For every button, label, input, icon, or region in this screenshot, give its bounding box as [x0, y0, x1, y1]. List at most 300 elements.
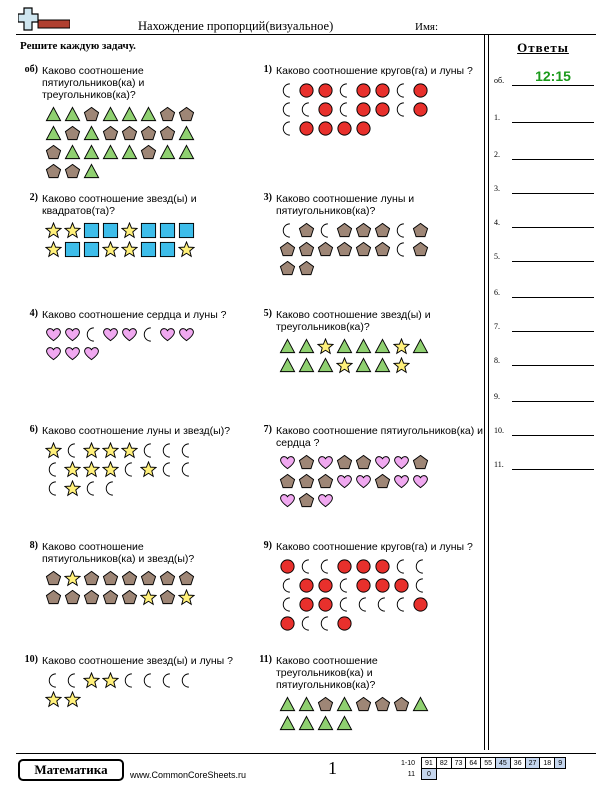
circle-icon [412, 101, 429, 118]
answer-value: 12:15 [535, 68, 571, 84]
moon-icon [121, 461, 138, 478]
score-cell: 73 [451, 758, 466, 769]
answer-row [494, 284, 594, 298]
moon-icon [45, 672, 62, 689]
moon-icon [121, 672, 138, 689]
heart-icon [64, 345, 81, 362]
moon-icon [298, 615, 315, 632]
square-icon [83, 222, 100, 239]
score-row [398, 769, 566, 780]
pentagon-icon [178, 570, 195, 587]
score-cell: 82 [436, 758, 451, 769]
circle-icon [355, 101, 372, 118]
triangle-icon [298, 338, 315, 355]
score-row-label: 11 [407, 770, 416, 778]
problem-number: 3) [263, 192, 272, 203]
pentagon-icon [64, 589, 81, 606]
score-cell: 91 [422, 758, 437, 769]
logo-plus-icon [18, 6, 70, 34]
circle-icon [355, 577, 372, 594]
problem-number: 10) [24, 654, 38, 665]
star-icon [121, 442, 138, 459]
star-icon [102, 442, 119, 459]
triangle-icon [355, 357, 372, 374]
answer-number: 10. [494, 426, 504, 435]
pentagon-icon [355, 454, 372, 471]
triangle-icon [64, 106, 81, 123]
circle-icon [298, 120, 315, 137]
triangle-icon [45, 125, 62, 142]
heart-icon [45, 345, 62, 362]
moon-icon [374, 596, 391, 613]
pentagon-icon [83, 106, 100, 123]
star-icon [83, 672, 100, 689]
pentagon-icon [279, 473, 296, 490]
triangle-icon [298, 357, 315, 374]
answer-line[interactable] [512, 435, 594, 436]
score-cell: 45 [496, 758, 511, 769]
moon-icon [279, 222, 296, 239]
answer-line[interactable] [512, 365, 594, 366]
pentagon-icon [159, 125, 176, 142]
pentagon-icon [412, 241, 429, 258]
moon-icon [336, 596, 353, 613]
circle-icon [355, 82, 372, 99]
moon-icon [393, 596, 410, 613]
pentagon-icon [298, 473, 315, 490]
triangle-icon [178, 125, 195, 142]
pentagon-icon [45, 570, 62, 587]
triangle-icon [121, 144, 138, 161]
triangle-icon [298, 715, 315, 732]
square-icon [64, 241, 81, 258]
answer-number: 2. [494, 150, 500, 159]
pentagon-icon [140, 570, 157, 587]
pentagon-icon [45, 144, 62, 161]
pentagon-icon [140, 144, 157, 161]
answer-row [494, 456, 594, 470]
problem-question: Каково соотношение пятиугольников(ка) и звезд(ы)? [42, 541, 195, 565]
problem-number: 9) [263, 540, 272, 551]
triangle-icon [317, 715, 334, 732]
moon-icon [317, 222, 334, 239]
pentagon-icon [121, 570, 138, 587]
heart-icon [393, 454, 410, 471]
triangle-icon [412, 338, 429, 355]
moon-icon [412, 558, 429, 575]
pentagon-icon [412, 222, 429, 239]
circle-icon [298, 596, 315, 613]
pentagon-icon [298, 260, 315, 277]
circle-icon [355, 120, 372, 137]
star-icon [45, 442, 62, 459]
answer-number: 6. [494, 288, 500, 297]
triangle-icon [279, 696, 296, 713]
triangle-icon [279, 357, 296, 374]
heart-icon [412, 473, 429, 490]
heart-icon [121, 326, 138, 343]
shape-group [279, 338, 431, 374]
problem-question: Каково соотношение кругов(га) и луны ? [276, 65, 473, 77]
answer-row [494, 422, 594, 436]
moon-icon [140, 326, 157, 343]
moon-icon [298, 101, 315, 118]
answer-line[interactable] [512, 159, 594, 160]
shape-group [45, 326, 197, 362]
moon-icon [393, 241, 410, 258]
pentagon-icon [412, 454, 429, 471]
answer-line[interactable] [512, 193, 594, 194]
page-number: 1 [328, 758, 337, 778]
triangle-icon [336, 338, 353, 355]
moon-icon [393, 101, 410, 118]
star-icon [102, 672, 119, 689]
moon-icon [355, 596, 372, 613]
star-icon [45, 241, 62, 258]
triangle-icon [336, 696, 353, 713]
pentagon-icon [121, 125, 138, 142]
circle-icon [393, 577, 410, 594]
square-icon [140, 222, 157, 239]
moon-icon [178, 672, 195, 689]
score-table [398, 757, 566, 780]
square-icon [159, 241, 176, 258]
star-icon [393, 338, 410, 355]
shape-group [45, 442, 197, 497]
answer-line[interactable] [512, 469, 594, 470]
moon-icon [178, 442, 195, 459]
answer-line[interactable] [512, 85, 594, 86]
moon-icon [159, 672, 176, 689]
moon-icon [159, 461, 176, 478]
pentagon-icon [298, 241, 315, 258]
circle-icon [412, 596, 429, 613]
problem-number: 2) [29, 192, 38, 203]
answer-number: 5. [494, 252, 500, 261]
star-icon [178, 241, 195, 258]
triangle-icon [279, 338, 296, 355]
answer-column-divider-inner [488, 34, 489, 750]
triangle-icon [279, 715, 296, 732]
pentagon-icon [45, 163, 62, 180]
circle-icon [317, 120, 334, 137]
heart-icon [178, 326, 195, 343]
triangle-icon [140, 106, 157, 123]
problem-question: Каково соотношение луны и пятиугольников(ка)? [276, 193, 415, 217]
pentagon-icon [64, 163, 81, 180]
name-label: Имя: [415, 21, 439, 33]
score-row [398, 758, 566, 769]
answers-title: Ответы [517, 40, 569, 55]
star-icon [102, 461, 119, 478]
pentagon-icon [355, 241, 372, 258]
problem-question: Каково соотношение звезд(ы) и треугольников(ка)? [276, 309, 431, 333]
circle-icon [374, 558, 391, 575]
pentagon-icon [64, 125, 81, 142]
heart-icon [374, 454, 391, 471]
moon-icon [45, 480, 62, 497]
pentagon-icon [374, 241, 391, 258]
moon-icon [336, 577, 353, 594]
moon-icon [140, 672, 157, 689]
answer-number: 8. [494, 356, 500, 365]
pentagon-icon [83, 570, 100, 587]
pentagon-icon [317, 473, 334, 490]
triangle-icon [102, 106, 119, 123]
triangle-icon [317, 357, 334, 374]
site-url: www.CommonCoreSheets.ru [130, 770, 247, 780]
answer-column-divider [484, 34, 485, 750]
instructions: Решите каждую задачу. [20, 40, 136, 52]
star-icon [102, 241, 119, 258]
triangle-icon [355, 338, 372, 355]
star-icon [178, 589, 195, 606]
pentagon-icon [374, 222, 391, 239]
triangle-icon [45, 106, 62, 123]
triangle-icon [83, 163, 100, 180]
star-icon [393, 357, 410, 374]
answer-row [494, 248, 594, 262]
pentagon-icon [279, 260, 296, 277]
pentagon-icon [140, 125, 157, 142]
score-cell: 64 [466, 758, 481, 769]
moon-icon [159, 442, 176, 459]
circle-icon [317, 596, 334, 613]
answer-line[interactable] [512, 227, 594, 228]
pentagon-icon [355, 696, 372, 713]
moon-icon [336, 101, 353, 118]
score-cell: 55 [481, 758, 496, 769]
answer-number: 9. [494, 392, 500, 401]
star-icon [64, 691, 81, 708]
heart-icon [279, 492, 296, 509]
heart-icon [279, 454, 296, 471]
problem-question: Каково соотношение сердца и луны ? [42, 309, 227, 321]
pentagon-icon [298, 222, 315, 239]
pentagon-icon [355, 222, 372, 239]
pentagon-icon [374, 473, 391, 490]
star-icon [121, 241, 138, 258]
answer-line[interactable] [512, 331, 594, 332]
answer-row [494, 318, 594, 332]
shape-group [279, 696, 431, 732]
problem-question: Каково соотношение луны и звезд(ы)? [42, 425, 231, 437]
pentagon-icon [374, 696, 391, 713]
circle-icon [374, 577, 391, 594]
circle-icon [298, 82, 315, 99]
triangle-icon [102, 144, 119, 161]
moon-icon [298, 558, 315, 575]
score-cell: 27 [525, 758, 540, 769]
star-icon [83, 461, 100, 478]
answer-row [494, 388, 594, 402]
pentagon-icon [121, 589, 138, 606]
shape-group [279, 558, 431, 632]
moon-icon [83, 480, 100, 497]
answer-row [494, 146, 594, 160]
star-icon [83, 442, 100, 459]
pentagon-icon [298, 454, 315, 471]
heart-icon [45, 326, 62, 343]
moon-icon [140, 442, 157, 459]
answer-line[interactable] [512, 401, 594, 402]
pentagon-icon [317, 241, 334, 258]
square-icon [140, 241, 157, 258]
shape-group [279, 222, 431, 277]
star-icon [121, 222, 138, 239]
circle-icon [317, 101, 334, 118]
pentagon-icon [317, 696, 334, 713]
problem-question: Каково соотношение пятиугольников(ка) и треугольников(ка)? [42, 65, 145, 101]
heart-icon [102, 326, 119, 343]
problem-number: 6) [29, 424, 38, 435]
triangle-icon [374, 357, 391, 374]
pentagon-icon [102, 570, 119, 587]
circle-icon [279, 615, 296, 632]
moon-icon [45, 461, 62, 478]
shape-group [45, 672, 197, 708]
answer-number: об. [494, 76, 505, 85]
moon-icon [279, 577, 296, 594]
answer-line[interactable] [512, 122, 594, 123]
header-divider [16, 34, 596, 35]
moon-icon [393, 558, 410, 575]
star-icon [64, 461, 81, 478]
star-icon [45, 691, 62, 708]
triangle-icon [159, 144, 176, 161]
problem-number: 5) [263, 308, 272, 319]
circle-icon [412, 82, 429, 99]
moon-icon [317, 558, 334, 575]
score-cell: 0 [422, 769, 437, 780]
heart-icon [83, 345, 100, 362]
triangle-icon [83, 125, 100, 142]
pentagon-icon [159, 589, 176, 606]
circle-icon [336, 615, 353, 632]
moon-icon [279, 101, 296, 118]
circle-icon [355, 558, 372, 575]
square-icon [159, 222, 176, 239]
score-row-label: 1-10 [401, 759, 416, 767]
answer-line[interactable] [512, 261, 594, 262]
problem-number: 4) [29, 308, 38, 319]
page-title: Нахождение пропорций(визуальное) [138, 19, 334, 33]
moon-icon [393, 222, 410, 239]
star-icon [140, 461, 157, 478]
pentagon-icon [102, 589, 119, 606]
triangle-icon [83, 144, 100, 161]
square-icon [102, 222, 119, 239]
moon-icon [178, 461, 195, 478]
pentagon-icon [336, 222, 353, 239]
moon-icon [393, 82, 410, 99]
brand-label: Математика [18, 759, 124, 781]
heart-icon [355, 473, 372, 490]
shape-group [45, 106, 197, 180]
heart-icon [317, 492, 334, 509]
pentagon-icon [279, 241, 296, 258]
pentagon-icon [336, 454, 353, 471]
problem-question: Каково соотношение кругов(га) и луны ? [276, 541, 473, 553]
answer-row [494, 214, 594, 228]
problem-question: Каково соотношение звезд(ы) и квадратов(та)? [42, 193, 197, 217]
shape-group [279, 454, 431, 509]
problem-number: об) [24, 64, 38, 75]
moon-icon [279, 120, 296, 137]
moon-icon [83, 326, 100, 343]
circle-icon [336, 558, 353, 575]
triangle-icon [336, 715, 353, 732]
score-cell: 18 [540, 758, 555, 769]
answer-number: 11. [494, 460, 504, 469]
circle-icon [279, 558, 296, 575]
moon-icon [279, 596, 296, 613]
answer-line[interactable] [512, 297, 594, 298]
score-cell: 36 [510, 758, 525, 769]
star-icon [64, 222, 81, 239]
square-icon [178, 222, 195, 239]
answer-row [494, 352, 594, 366]
star-icon [45, 222, 62, 239]
problem-number: 7) [263, 424, 272, 435]
pentagon-icon [393, 696, 410, 713]
problem-question: Каково соотношение треугольников(ка) и пятиугольников(ка)? [276, 655, 378, 691]
star-icon [140, 589, 157, 606]
heart-icon [317, 454, 334, 471]
moon-icon [279, 82, 296, 99]
circle-icon [317, 577, 334, 594]
heart-icon [159, 326, 176, 343]
circle-icon [317, 82, 334, 99]
problem-question: Каково соотношение звезд(ы) и луны ? [42, 655, 233, 667]
heart-icon [64, 326, 81, 343]
answer-number: 7. [494, 322, 500, 331]
answer-row [494, 109, 594, 123]
shape-group [45, 222, 197, 258]
moon-icon [64, 442, 81, 459]
circle-icon [374, 101, 391, 118]
pentagon-icon [159, 106, 176, 123]
pentagon-icon [102, 125, 119, 142]
heart-icon [393, 473, 410, 490]
problem-question: Каково соотношение пятиугольников(ка) и сердца ? [276, 425, 484, 449]
circle-icon [374, 82, 391, 99]
pentagon-icon [178, 106, 195, 123]
problem-number: 11) [259, 654, 272, 665]
footer-divider [16, 753, 596, 754]
triangle-icon [121, 106, 138, 123]
triangle-icon [298, 696, 315, 713]
problem-number: 1) [263, 64, 272, 75]
answer-number: 3. [494, 184, 500, 193]
triangle-icon [412, 696, 429, 713]
moon-icon [336, 82, 353, 99]
star-icon [336, 357, 353, 374]
shape-group [45, 570, 197, 606]
triangle-icon [374, 338, 391, 355]
star-icon [64, 570, 81, 587]
answer-row [494, 68, 594, 86]
square-icon [83, 241, 100, 258]
pentagon-icon [298, 492, 315, 509]
problem-number: 8) [29, 540, 38, 551]
star-icon [317, 338, 334, 355]
answer-number: 4. [494, 218, 500, 227]
answer-row [494, 180, 594, 194]
heart-icon [336, 473, 353, 490]
moon-icon [102, 480, 119, 497]
pentagon-icon [45, 589, 62, 606]
